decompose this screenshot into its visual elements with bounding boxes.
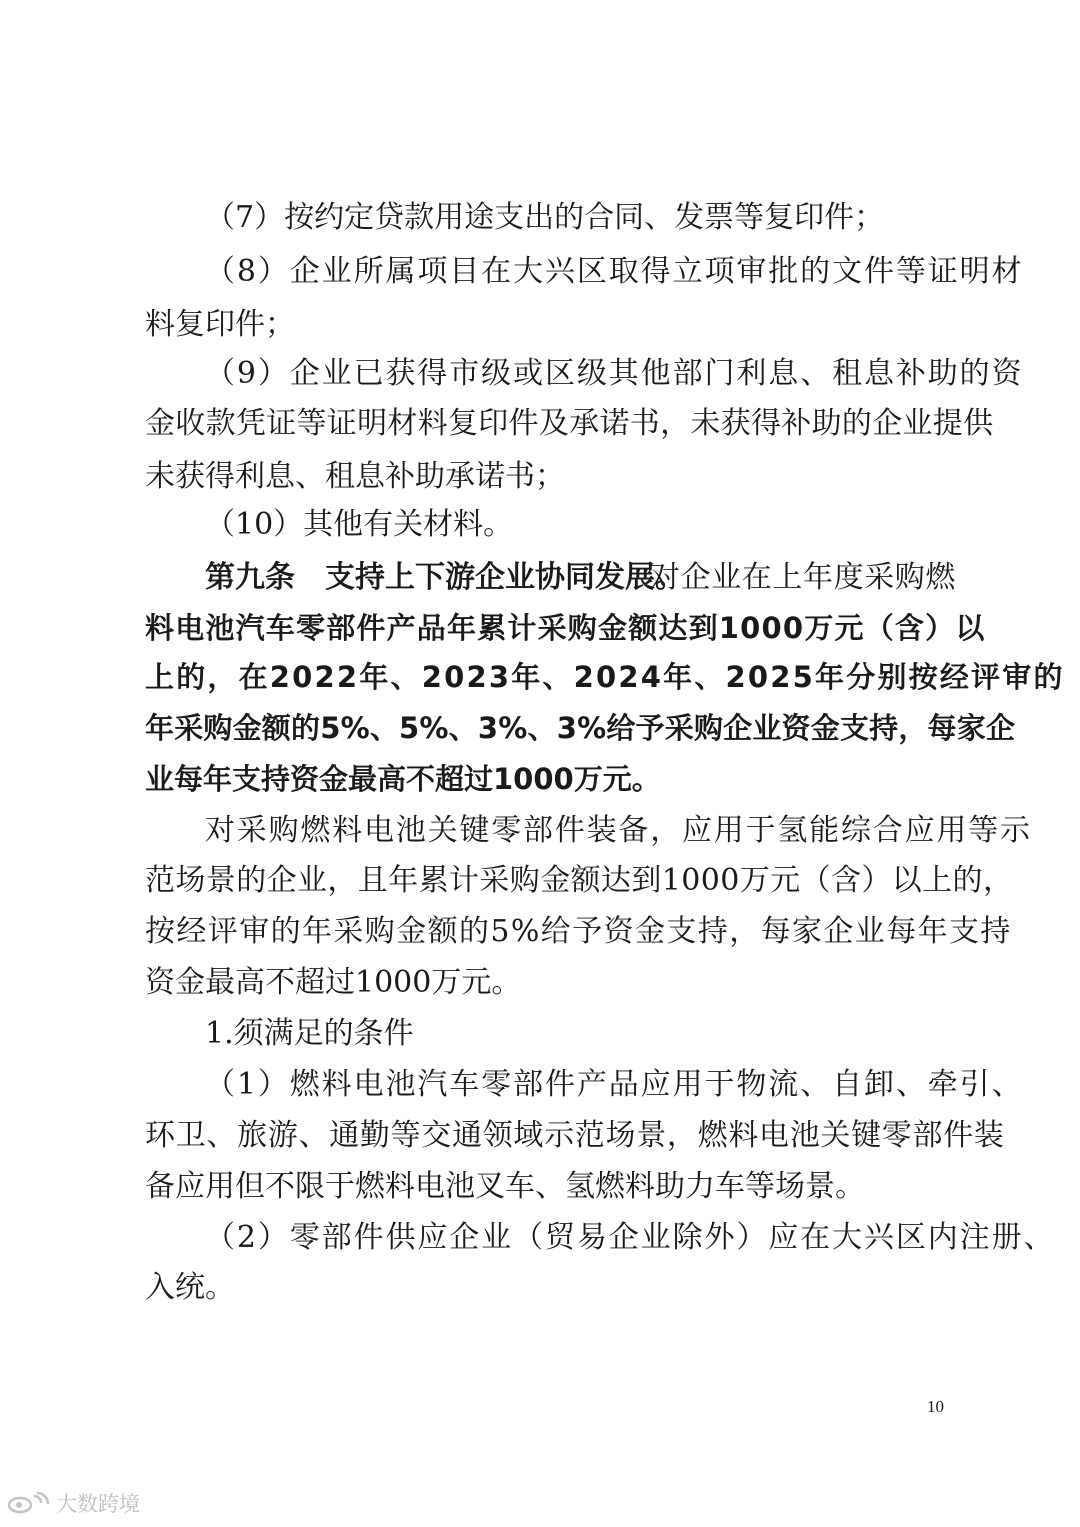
- cond-1-line-1: （1）燃料电池汽车零部件产品应用于物流、自卸、牵引、: [205, 1067, 1024, 1102]
- item-9-line-3: 未获得利息、租息补助承诺书；: [145, 459, 565, 494]
- page-number: 10: [927, 1397, 944, 1416]
- watermark-text: 大数跨境: [56, 1492, 140, 1516]
- item-8-line-1: （8）企业所属项目在大兴区取得立项审批的文件等证明材: [205, 254, 1024, 289]
- watermark: [6, 1488, 140, 1518]
- article-9-line-1: 对企业在上年度采购燃: [650, 560, 956, 595]
- article-9-line-2: 料电池汽车零部件产品年累计采购金额达到1000万元（含）以: [145, 611, 986, 645]
- item-10: （10）其他有关材料。: [205, 507, 514, 542]
- cond-2-line-1: （2）零部件供应企业（贸易企业除外）应在大兴区内注册、: [205, 1220, 1056, 1255]
- cond-1-line-3: 备应用但不限于燃料电池叉车、氢燃料助力车等场景。: [145, 1169, 865, 1204]
- article-9-line-3: 上的，在2022年、2023年、2024年、2025年分别按经评审的: [145, 660, 1065, 694]
- item-7: （7）按约定贷款用途支出的合同、发票等复印件；: [205, 200, 885, 235]
- para-2-line-4: 资金最高不超过1000万元。: [145, 965, 522, 1000]
- item-8-line-2: 料复印件；: [145, 307, 295, 342]
- item-9-line-1: （9）企业已获得市级或区级其他部门利息、租息补助的资: [205, 356, 1024, 391]
- cond-1-line-2: 环卫、旅游、通勤等交通领域示范场景，燃料电池关键零部件装: [145, 1118, 1005, 1153]
- article-9-heading: 第九条 支持上下游企业协同发展。: [205, 560, 685, 595]
- article-9-line-4: 年采购金额的5%、5%、3%、3%给予采购企业资金支持，每家企: [145, 711, 1016, 745]
- article-9-line-5: 业每年支持资金最高不超过1000万元。: [145, 762, 661, 796]
- section-1-title: 1.须满足的条件: [205, 1016, 414, 1051]
- weibo-logo-icon: [6, 1492, 52, 1514]
- para-2-line-2: 范场景的企业，且年累计采购金额达到1000万元（含）以上的，: [145, 863, 1014, 898]
- para-2-line-1: 对采购燃料电池关键零部件装备，应用于氢能综合应用等示: [205, 813, 1032, 848]
- item-9-line-2: 金收款凭证等证明材料复印件及承诺书，未获得补助的企业提供: [145, 406, 994, 441]
- cond-2-line-2: 入统。: [145, 1270, 235, 1305]
- para-2-line-3: 按经评审的年采购金额的5%给予资金支持，每家企业每年支持: [145, 914, 1012, 949]
